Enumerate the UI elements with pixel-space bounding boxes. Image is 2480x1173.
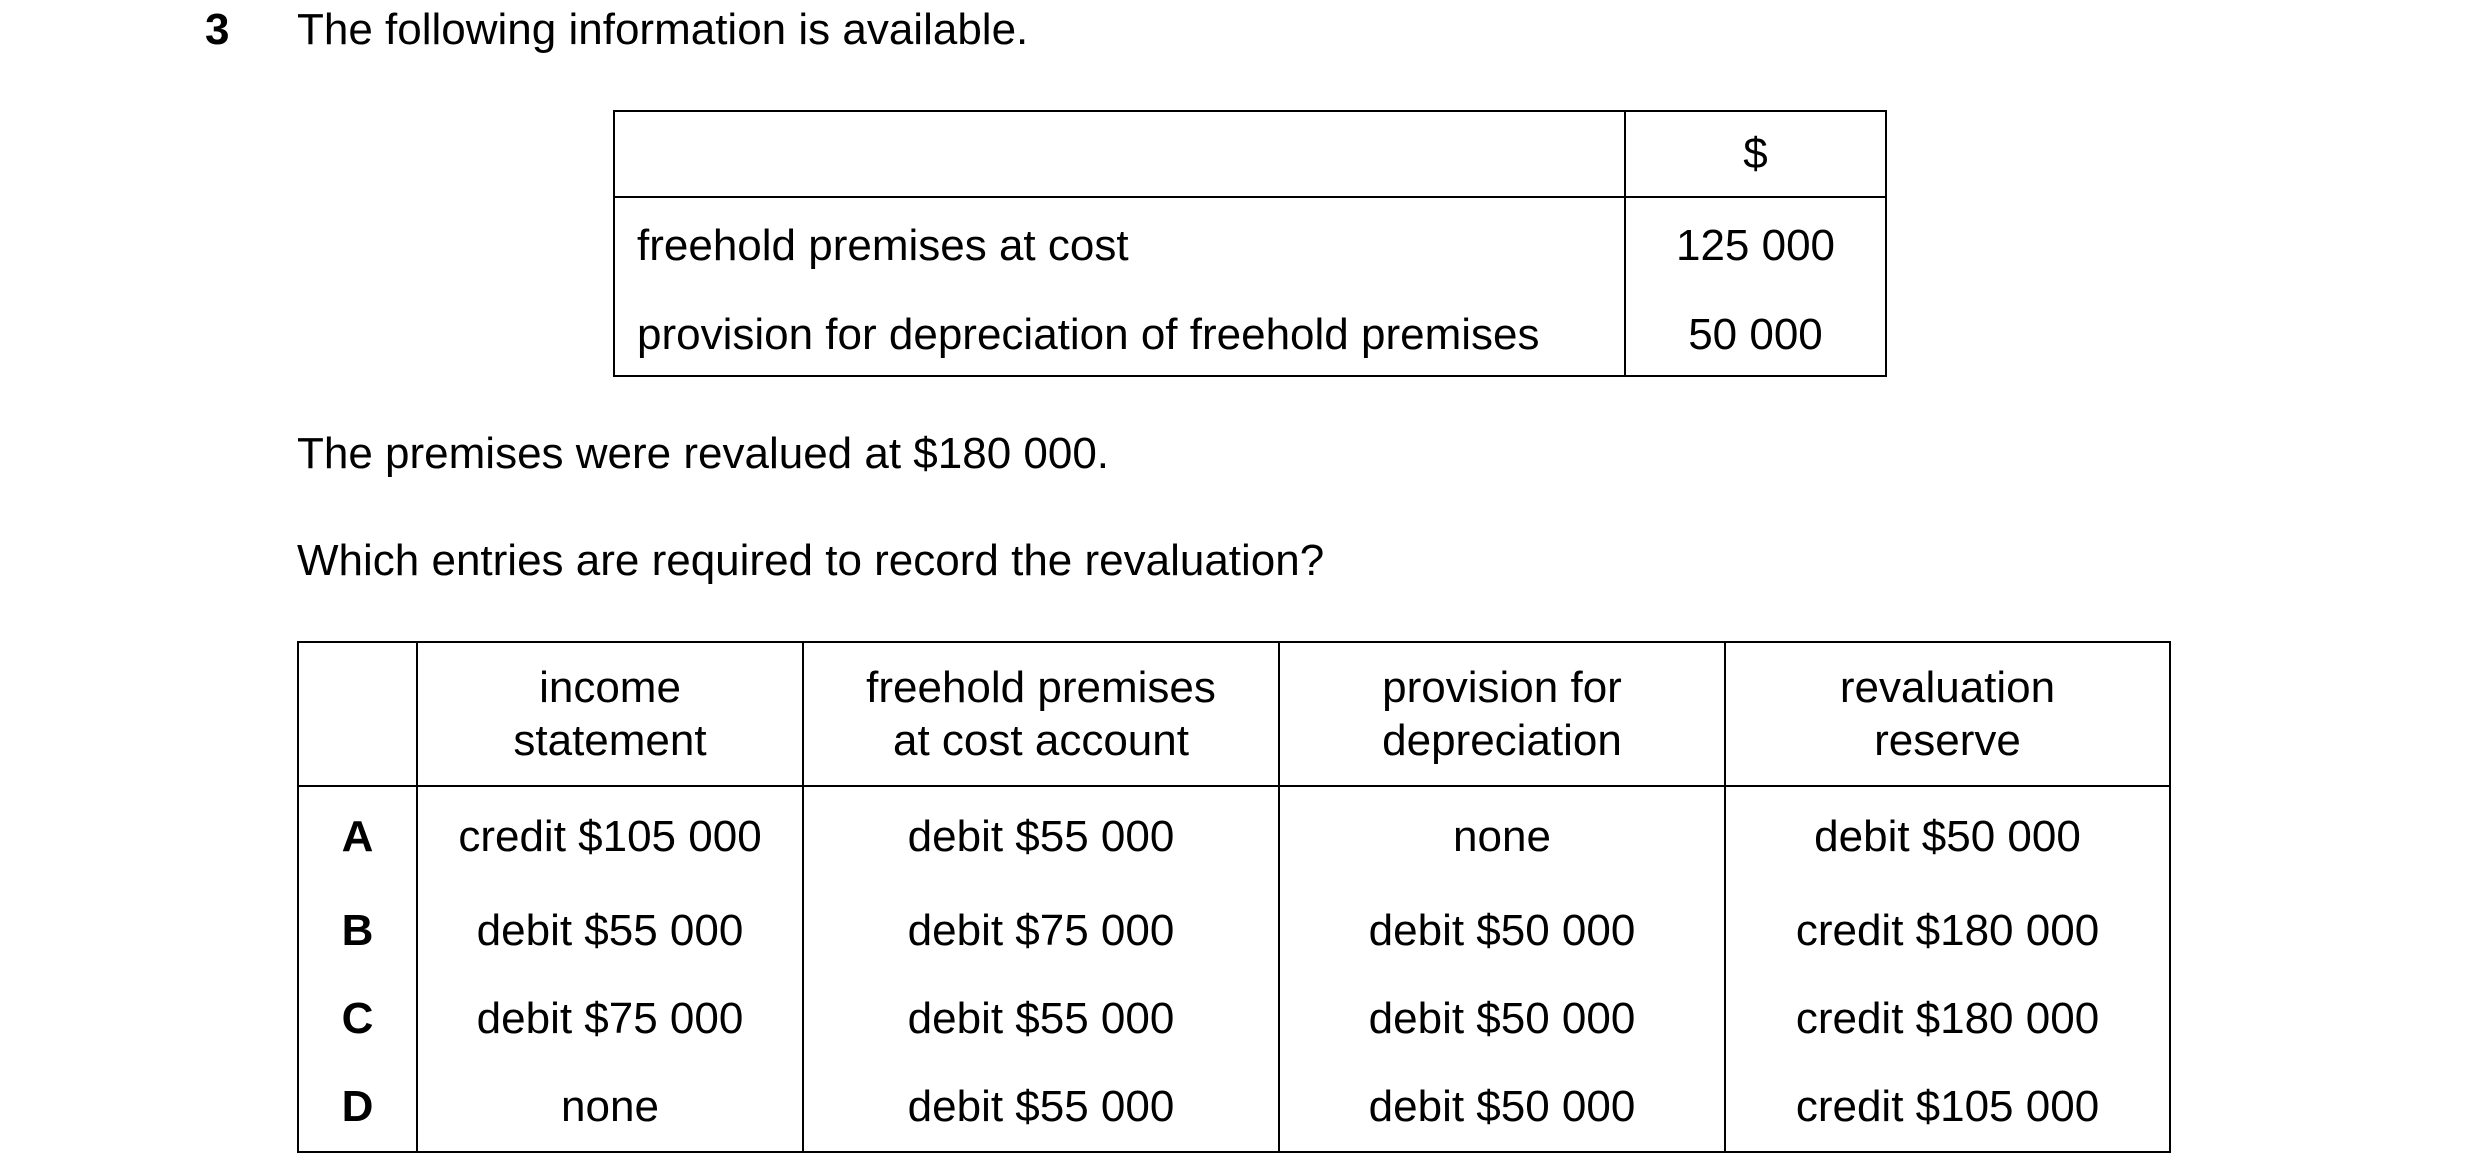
row-label: freehold premises at cost bbox=[614, 197, 1625, 294]
option-row-c bbox=[298, 975, 2170, 1063]
freehold-premises-cell: debit $55 000 bbox=[803, 975, 1279, 1063]
header-line: revaluation bbox=[1839, 663, 2056, 712]
revaluation-reserve-cell: credit $180 000 bbox=[1725, 975, 2170, 1063]
provision-for-depreciation-header bbox=[1279, 642, 1725, 786]
revaluation-reserve-header bbox=[1725, 642, 2170, 786]
option-row-d bbox=[298, 1063, 2170, 1152]
option-letter: B bbox=[298, 887, 417, 975]
income-statement-header bbox=[417, 642, 803, 786]
income-statement-cell: debit $75 000 bbox=[417, 975, 803, 1063]
intro-text: The following information is available. bbox=[297, 5, 1029, 54]
freehold-premises-cell: debit $55 000 bbox=[803, 786, 1279, 887]
freehold-premises-cell: debit $55 000 bbox=[803, 1063, 1279, 1152]
row-amount: 50 000 bbox=[1625, 294, 1886, 376]
table-row bbox=[614, 197, 1886, 294]
option-letter: C bbox=[298, 975, 417, 1063]
income-statement-cell: debit $55 000 bbox=[417, 887, 803, 975]
row-amount: 125 000 bbox=[1625, 197, 1886, 294]
header-line: statement bbox=[513, 716, 707, 765]
question-number: 3 bbox=[205, 5, 230, 54]
provision-for-depreciation-cell: none bbox=[1279, 786, 1725, 887]
freehold-premises-cell: debit $75 000 bbox=[803, 887, 1279, 975]
answer-options-table bbox=[297, 641, 2171, 1153]
revaluation-reserve-cell: credit $180 000 bbox=[1725, 887, 2170, 975]
provision-for-depreciation-cell: debit $50 000 bbox=[1279, 1063, 1725, 1152]
header-line: freehold premises bbox=[866, 663, 1216, 712]
income-statement-cell: none bbox=[417, 1063, 803, 1152]
revaluation-text: The premises were revalued at $180 000. bbox=[297, 429, 1110, 478]
information-table bbox=[613, 110, 1887, 377]
option-letter: A bbox=[298, 786, 417, 887]
option-row-b bbox=[298, 887, 2170, 975]
header-line: income bbox=[539, 663, 681, 712]
header-line: provision for bbox=[1382, 663, 1622, 712]
provision-for-depreciation-cell: debit $50 000 bbox=[1279, 887, 1725, 975]
letter-header-cell bbox=[298, 642, 417, 786]
header-line: depreciation bbox=[1382, 716, 1622, 765]
options-header-row bbox=[298, 642, 2170, 786]
provision-for-depreciation-cell: debit $50 000 bbox=[1279, 975, 1725, 1063]
currency-header: $ bbox=[1625, 111, 1886, 197]
question-prompt: Which entries are required to record the revaluation? bbox=[297, 536, 1325, 585]
income-statement-cell: credit $105 000 bbox=[417, 786, 803, 887]
information-table-header bbox=[614, 111, 1886, 197]
header-line: at cost account bbox=[893, 716, 1189, 765]
freehold-premises-header bbox=[803, 642, 1279, 786]
row-label: provision for depreciation of freehold premises bbox=[614, 294, 1625, 376]
table-row bbox=[614, 294, 1886, 376]
option-letter: D bbox=[298, 1063, 417, 1152]
label-header-cell bbox=[614, 111, 1625, 197]
header-line: reserve bbox=[1874, 716, 2021, 765]
option-row-a bbox=[298, 786, 2170, 887]
revaluation-reserve-cell: credit $105 000 bbox=[1725, 1063, 2170, 1152]
revaluation-reserve-cell: debit $50 000 bbox=[1725, 786, 2170, 887]
